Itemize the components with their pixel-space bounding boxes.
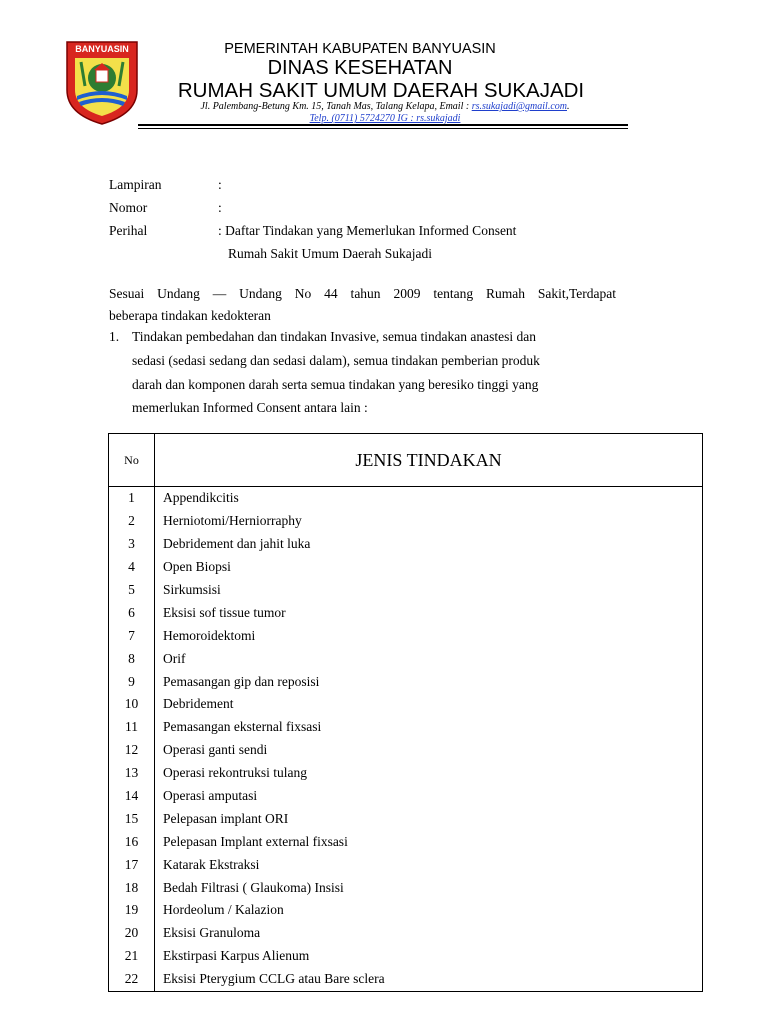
table-row	[109, 876, 703, 899]
header-department: DINAS KESEHATAN	[267, 57, 453, 79]
nomor-label: Nomor	[109, 200, 148, 215]
header-address	[150, 101, 620, 112]
row-number: 16	[109, 830, 155, 853]
perihal-value-2: Rumah Sakit Umum Daerah Sukajadi	[228, 246, 432, 261]
procedure-name: Appendikcitis	[155, 487, 703, 510]
row-number: 6	[109, 601, 155, 624]
header-contact[interactable]: Telp. (0711) 5724270 IG : rs.sukajadi	[309, 113, 461, 124]
perihal-label: Perihal	[109, 223, 148, 238]
procedure-name: Orif	[155, 647, 703, 670]
row-number: 2	[109, 510, 155, 533]
table-row	[109, 693, 703, 716]
row-number: 13	[109, 762, 155, 785]
col-no-header: No	[109, 434, 155, 487]
item-1-line: darah dan komponen darah serta semua tindakan yang beresiko tinggi yang	[132, 377, 539, 392]
table-row	[109, 830, 703, 853]
procedure-name: Pemasangan gip dan reposisi	[155, 670, 703, 693]
header-government: PEMERINTAH KABUPATEN BANYUASIN	[224, 41, 496, 57]
row-number: 5	[109, 579, 155, 602]
row-number: 12	[109, 739, 155, 762]
row-number: 17	[109, 853, 155, 876]
table-row	[109, 624, 703, 647]
procedure-name: Sirkumsisi	[155, 579, 703, 602]
table-row	[109, 922, 703, 945]
table-row	[109, 487, 703, 510]
table-row	[109, 556, 703, 579]
svg-text:BANYUASIN: BANYUASIN	[75, 44, 129, 54]
table-row	[109, 533, 703, 556]
procedure-name: Herniotomi/Herniorraphy	[155, 510, 703, 533]
table-row	[109, 853, 703, 876]
procedure-name: Bedah Filtrasi ( Glaukoma) Insisi	[155, 876, 703, 899]
row-number: 14	[109, 785, 155, 808]
intro-line-2: beberapa tindakan kedokteran	[109, 308, 271, 323]
row-number: 8	[109, 647, 155, 670]
table-row	[109, 945, 703, 968]
procedure-name: Operasi amputasi	[155, 785, 703, 808]
header-divider-thin	[138, 128, 628, 129]
row-number: 11	[109, 716, 155, 739]
row-number: 22	[109, 968, 155, 991]
procedure-name: Hordeolum / Kalazion	[155, 899, 703, 922]
procedure-name: Katarak Ekstraksi	[155, 853, 703, 876]
row-number: 15	[109, 807, 155, 830]
procedure-name: Open Biopsi	[155, 556, 703, 579]
table-row	[109, 510, 703, 533]
perihal-value-1: : Daftar Tindakan yang Memerlukan Informed Consent	[218, 223, 517, 238]
table-row	[109, 579, 703, 602]
row-number: 4	[109, 556, 155, 579]
table-row	[109, 601, 703, 624]
procedure-name: Debridement	[155, 693, 703, 716]
procedure-name: Pelepasan Implant external fixsasi	[155, 830, 703, 853]
row-number: 7	[109, 624, 155, 647]
procedure-name: Pelepasan implant ORI	[155, 807, 703, 830]
table-row	[109, 968, 703, 991]
table-header-row	[109, 434, 703, 487]
table-row	[109, 716, 703, 739]
table-row	[109, 647, 703, 670]
procedure-name: Operasi ganti sendi	[155, 739, 703, 762]
table-row	[109, 739, 703, 762]
lampiran-label: Lampiran	[109, 177, 162, 192]
procedure-name: Hemoroidektomi	[155, 624, 703, 647]
procedure-name: Eksisi Pterygium CCLG atau Bare sclera	[155, 968, 703, 991]
procedures-table	[108, 433, 703, 992]
row-number: 21	[109, 945, 155, 968]
table-row	[109, 762, 703, 785]
procedure-name: Eksisi sof tissue tumor	[155, 601, 703, 624]
row-number: 3	[109, 533, 155, 556]
row-number: 20	[109, 922, 155, 945]
table-row	[109, 670, 703, 693]
nomor-value: :	[218, 200, 222, 215]
header-divider-thick	[138, 124, 628, 126]
lampiran-value: :	[218, 177, 222, 192]
email-link[interactable]: rs.sukajadi@gmail.com	[471, 101, 567, 112]
item-1-number: 1.	[109, 329, 120, 344]
procedure-name: Operasi rekontruksi tulang	[155, 762, 703, 785]
item-1-line: sedasi (sedasi sedang dan sedasi dalam), semua tindakan pemberian produk	[132, 353, 540, 368]
table-row	[109, 785, 703, 808]
procedure-name: Pemasangan eksternal fixsasi	[155, 716, 703, 739]
procedure-name: Ekstirpasi Karpus Alienum	[155, 945, 703, 968]
intro-line-1: Sesuai Undang — Undang No 44 tahun 2009 tentang Rumah Sakit,Terdapat	[109, 286, 616, 301]
address-end: .	[567, 101, 570, 112]
row-number: 1	[109, 487, 155, 510]
table-row	[109, 899, 703, 922]
col-jenis-header: JENIS TINDAKAN	[155, 434, 703, 487]
item-1-line: Tindakan pembedahan dan tindakan Invasive, semua tindakan anastesi dan	[132, 329, 537, 344]
row-number: 19	[109, 899, 155, 922]
table-row	[109, 807, 703, 830]
row-number: 10	[109, 693, 155, 716]
row-number: 9	[109, 670, 155, 693]
item-1-line: memerlukan Informed Consent antara lain :	[132, 400, 368, 415]
header-hospital: RUMAH SAKIT UMUM DAERAH SUKAJADI	[177, 79, 585, 102]
address-text: Jl. Palembang-Betung Km. 15, Tanah Mas, Talang Kelapa, Email :	[200, 101, 472, 112]
table-body	[109, 487, 703, 992]
row-number: 18	[109, 876, 155, 899]
procedure-name: Debridement dan jahit luka	[155, 533, 703, 556]
procedure-name: Eksisi Granuloma	[155, 922, 703, 945]
banyuasin-logo	[63, 38, 141, 126]
